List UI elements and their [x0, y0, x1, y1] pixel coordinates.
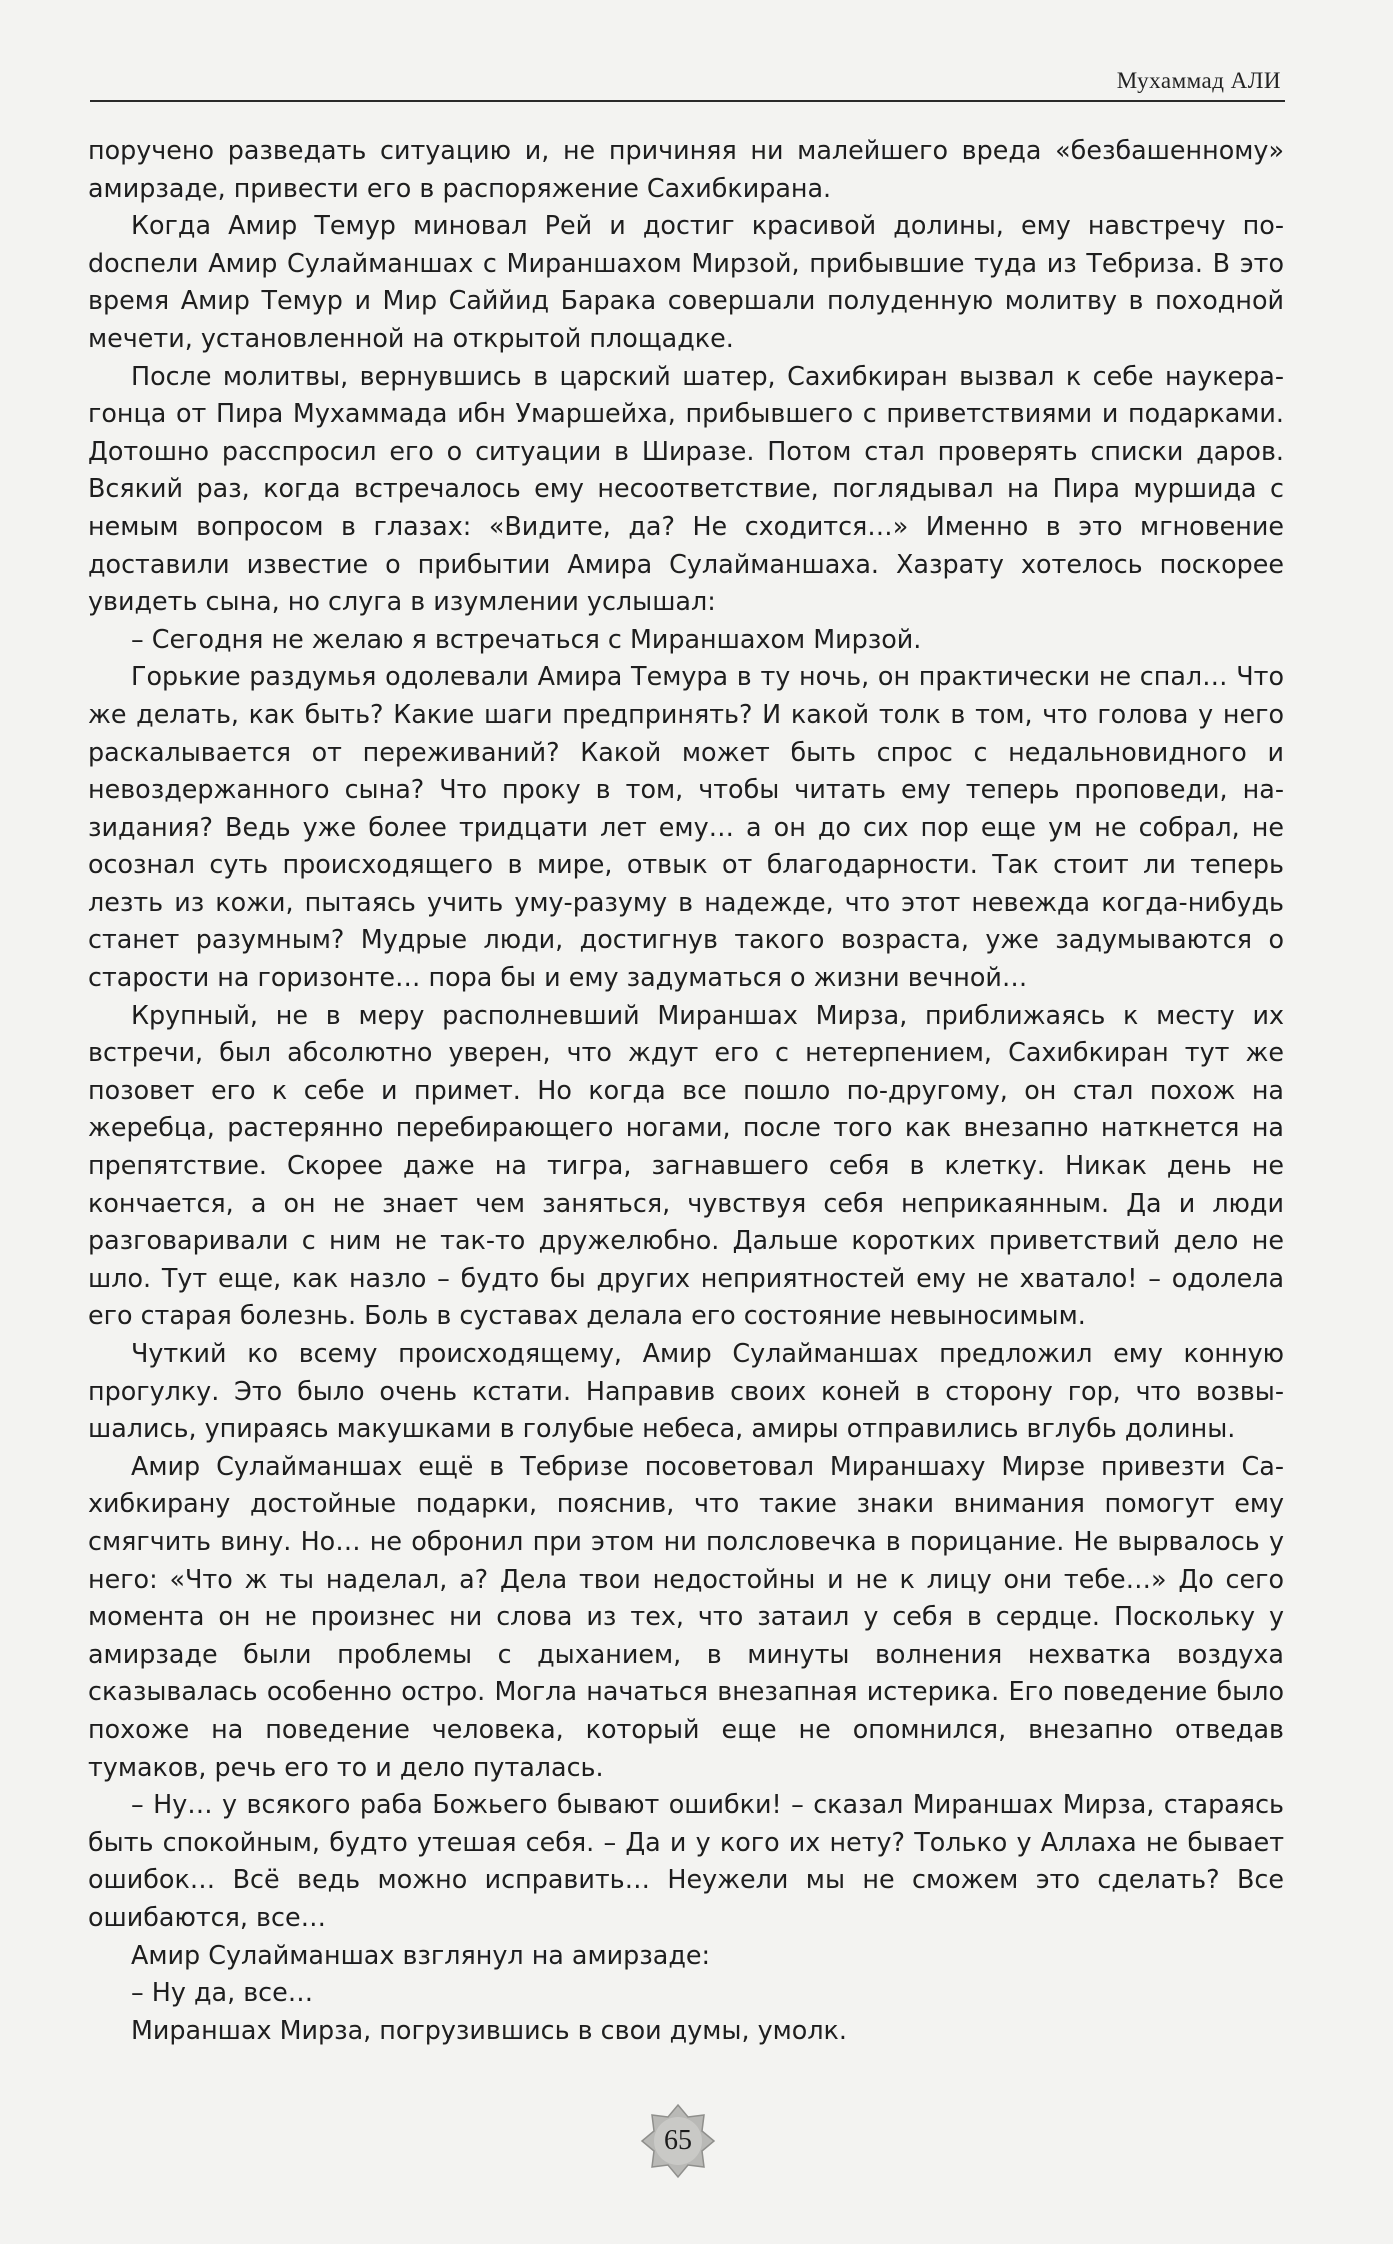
paragraph-2: Когда Амир Темур миновал Рей и достиг красивой долины, ему навстречу поdоспели Амир Сулайманшах с Мираншахом Мирзой, прибывшие туда из Тебриза. В это время Амир Темур и Мир Саййид Барака совершали полуденную молитву в походной мечети, установленной на открытой площадке. — [88, 210, 1284, 353]
paragraph-3: После молитвы, вернувшись в царский шатер, Сахибкиран вызвал к себе наукера-гонца от Пира Мухаммада ибн Умаршейха, прибывшего с приветствиями и подарками. Дотошно расспросил его о ситуации в Ширазе. Потом стал проверять списки даров. Всякий раз, когда встречалось ему несоответствие, поглядывал на Пира муршида с немым вопросом в глазах: «Видите, да? Не сходится…» Именно в это мгновение доставили известие о прибытии Амира Сулайманшаха. Хазрату хотелось поскорее увидеть сына, но слуга в изумлении услышал: — [88, 360, 1284, 617]
paragraph-6: Крупный, не в меру располневший Мираншах Мирза, приближаясь к месту их встречи, был абсолютно уверен, что ждут его с нетерпением, Сахибкиран тут же позовет его к себе и примет. Но когда все пошло по-другому, он стал похож на жеребца, растерянно перебирающего ногами, после того как внезапно наткнется на препятствие. Скорее даже на тигра, загнавшего себя в клетку. Никак день не кончается, а он не знает чем заняться, чувствуя себя неприкаянным. Да и люди разговаривали с ним не так-то дружелюбно. Дальше коротких приветствий дело не шло. Тут еще, как назло – будто бы других неприятностей ему не хватало! – одолела его старая болезнь. Боль в суставах делала его состояние невыносимым. — [88, 999, 1284, 1331]
page-body — [88, 132, 1284, 2049]
running-header — [90, 66, 1285, 102]
paragraph-11: – Ну да, все… — [131, 1977, 314, 2008]
paragraph-7: Чуткий ко всему происходящему, Амир Сулайманшах предложил ему конную прогулку. Это было очень кстати. Направив своих коней в сторону гор, что возвышались, упираясь макушками в голубые небеса, амиры отправились вглубь долины. — [88, 1338, 1284, 1444]
paragraph-9: – Ну… у всякого раба Божьего бывают ошибки! – сказал Мираншах Мирза, стараясь быть спокойным, будто утешая себя. – Да и у кого их нету? Только у Аллаха не бывает ошибок… Всё ведь можно исправить… Неужели мы не сможем это сделать? Все ошибаются, все… — [88, 1789, 1284, 1932]
page-number: 65 — [664, 2125, 692, 2156]
header-author: Мухаммад АЛИ — [1116, 68, 1281, 93]
page-number-badge — [640, 2103, 716, 2179]
paragraph-4: – Сегодня не желаю я встречаться с Мираншахом Мирзой. — [131, 623, 922, 654]
paragraph-1: поручено разведать ситуацию и, не причиняя ни малейшего вреда «безбашенному» амирзаде, привести его в распоряжение Сахибкирана. — [88, 135, 1284, 203]
paragraph-8: Амир Сулайманшах ещё в Тебризе посоветовал Мираншаху Мирзе привезти Сахибкирану достойные подарки, пояснив, что такие знаки внимания помогут ему смягчить вину. Но… не обронил при этом ни полсловечка в порицание. Не вырвалось у него: «Что ж ты наделал, а? Дела твои недостойны и не к лицу они тебе…» До сего момента он не произнес ни слова из тех, что затаил у себя в сердце. Поскольку у амирзаде были проблемы с дыханием, в минуты волнения нехватка воздуха сказывалась особенно остро. Могла начаться внезапная истерика. Его поведение было похоже на поведение человека, который еще не опомнился, внезапно отведав тумаков, речь его то и дело путалась. — [88, 1450, 1284, 1782]
paragraph-5: Горькие раздумья одолевали Амира Темура в ту ночь, он практически не спал… Что же делать, как быть? Какие шаги предпринять? И какой толк в том, что голова у него раскалывается от переживаний? Какой может быть спрос с недальновидного и невоздержанного сына? Что проку в том, чтобы читать ему теперь проповеди, назидания? Ведь уже более тридцати лет ему… а он до сих пор еще ум не собрал, не осознал суть происходящего в мире, отвык от благодарности. Так стоит ли теперь лезть из кожи, пытаясь учить уму-разуму в надежде, что этот невежда когда-нибудь станет разумным? Мудрые люди, достигнув такого возраста, уже задумываются о старости на горизонте… пора бы и ему задуматься о жизни вечной… — [88, 661, 1284, 993]
paragraph-10: Амир Сулайманшах взглянул на амирзаде: — [131, 1939, 711, 1970]
paragraph-12: Мираншах Мирза, погрузившись в свои думы, умолк. — [131, 2014, 847, 2045]
